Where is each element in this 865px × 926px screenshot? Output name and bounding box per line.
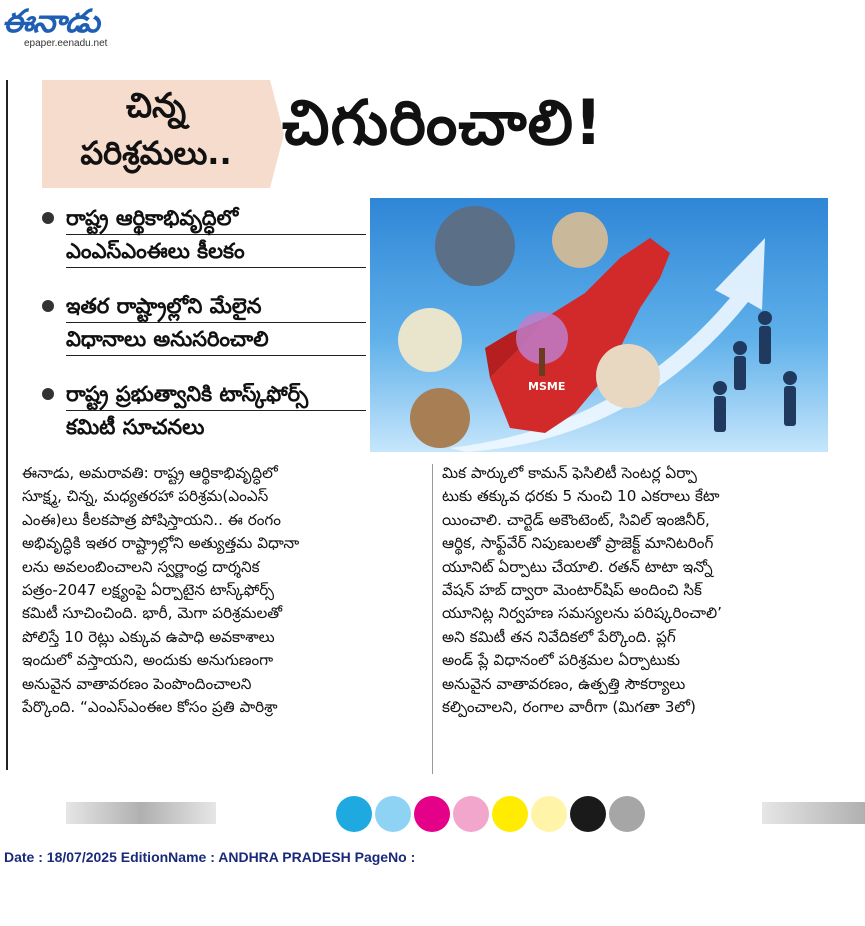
bullet-line: ఇతర రాష్ట్రాల్లోని మేలైన bbox=[66, 290, 366, 323]
climbing-people-icon bbox=[713, 311, 797, 432]
color-swatch bbox=[609, 796, 645, 832]
article-line: యూనిట్ ఏర్పాటు చేయాలి. రతన్ టాటా ఇన్నో bbox=[442, 557, 713, 576]
article-line: ఆర్థిక, సాఫ్ట్‌వేర్ నిపుణులతో ప్రాజెక్ట్ మానిటరింగ్ bbox=[442, 534, 714, 553]
article-line: అనువైన వాతావరణం పెంపొందించాలని bbox=[22, 674, 252, 693]
color-swatch bbox=[453, 796, 489, 832]
color-swatch bbox=[414, 796, 450, 832]
headline-kicker bbox=[42, 80, 270, 188]
bullet-line: కమిటీ సూచనలు bbox=[66, 415, 205, 439]
color-swatch bbox=[531, 796, 567, 832]
grey-registration-bar bbox=[762, 802, 865, 824]
column-divider bbox=[432, 464, 433, 774]
workers-photo-icon bbox=[410, 388, 470, 448]
msme-graphic bbox=[370, 198, 828, 452]
article-line: కమిటీ సూచించింది. భారీ, మెగా పరిశ్రమలతో bbox=[22, 604, 283, 623]
article-line: లను అవలంబించాలని స్వర్ణాంధ్ర దార్శనిక bbox=[22, 557, 260, 576]
article-column-left bbox=[22, 462, 438, 719]
article-line: యించాలి. చార్టెడ్ అకౌంటెంట్, సివిల్ ఇంజినీర్, bbox=[442, 510, 710, 529]
bullet-line: ఎంఎస్ఎంఈలు కీలకం bbox=[66, 235, 366, 268]
livestock-photo-icon bbox=[596, 344, 660, 408]
bullet-dot-icon bbox=[42, 212, 54, 224]
kicker-line-2: పరిశ్రమలు.. bbox=[80, 134, 232, 172]
newspaper-logo: ఈనాడు bbox=[2, 2, 99, 40]
left-rule bbox=[6, 80, 8, 770]
article-line: పోలిస్తే 10 రెట్లు ఎక్కువ ఉపాధి అవకాశాలు bbox=[22, 627, 275, 646]
article-line: ఈనాడు, అమరావతి: రాష్ట్ర ఆర్థికాభివృద్ధిలో bbox=[22, 464, 278, 482]
main-headline: చిగురించాలి! bbox=[282, 86, 604, 159]
article-line: అని కమిటీ తన నివేదికలో పేర్కొంది. ప్లగ్ bbox=[442, 627, 676, 646]
article-line: ఇందులో వస్తాయని, అందుకు అనుగుణంగా bbox=[22, 651, 274, 670]
site-url: epaper.eenadu.net bbox=[24, 38, 108, 49]
article-line: పత్రం-2047 లక్ష్యంపై ఏర్పాటైన టాస్క్‌ఫోర్స్ bbox=[22, 581, 275, 600]
msme-badge: MSME bbox=[528, 380, 566, 393]
color-swatch bbox=[570, 796, 606, 832]
textile-photo-icon bbox=[552, 212, 608, 268]
edition-info: Date : 18/07/2025 EditionName : ANDHRA PRADESH PageNo : bbox=[4, 849, 416, 865]
article-line: అభివృద్ధికి ఇతర రాష్ట్రాల్లోని అత్యుత్తమ విధానా bbox=[22, 534, 300, 553]
article-line: యూనిట్ల నిర్వహణ సమస్యలను పరిష్కరించాలి’ bbox=[442, 604, 722, 623]
color-swatch bbox=[492, 796, 528, 832]
bullet-dot-icon bbox=[42, 300, 54, 312]
article-line: పేర్కొంది. “ఎంఎస్ఎంఈల కోసం ప్రతి పారిశ్రా bbox=[22, 698, 278, 717]
article-line: సూక్ష్మ, చిన్న, మధ్యతరహా పరిశ్రమ(ఎంఎస్ bbox=[22, 487, 269, 506]
article-line: ఎంఈ)లు కీలకపాత్ర పోషిస్తాయని.. ఈ రంగం bbox=[22, 510, 281, 529]
bullet-line: రాష్ట్ర ప్రభుత్వానికి టాస్క్‌ఫోర్స్ bbox=[66, 378, 366, 411]
bullet-dot-icon bbox=[42, 388, 54, 400]
color-swatch bbox=[375, 796, 411, 832]
bullet-line: విధానాలు అనుసరించాలి bbox=[66, 323, 366, 356]
article-line: అండ్ ప్లే విధానంలో పరిశ్రమల ఏర్పాటుకు bbox=[442, 651, 680, 670]
article-line: కల్పించాలని, రంగాల వారీగా (మిగతా 3లో) bbox=[442, 698, 696, 717]
factory-photo-icon bbox=[435, 206, 515, 286]
article-line: మిక పార్కులో కామన్ ఫెసిలిటీ సెంటర్ల ఏర్పా bbox=[442, 464, 697, 482]
article-column-right bbox=[442, 462, 862, 719]
shop-photo-icon bbox=[398, 308, 462, 372]
grey-registration-bar bbox=[66, 802, 216, 824]
article-line: వేషన్ హబ్ ద్వారా మెంటార్‌షిప్ అందించి సిక్ bbox=[442, 581, 702, 600]
bullet-line: రాష్ట్ర ఆర్థికాభివృద్ధిలో bbox=[66, 202, 366, 235]
article-line: టుకు తక్కువ ధరకు 5 నుంచి 10 ఎకరాలు కేటా bbox=[442, 487, 720, 506]
kicker-line-1: చిన్న bbox=[125, 86, 186, 126]
color-swatch bbox=[336, 796, 372, 832]
article-line: అనువైన వాతావరణం, ఉత్పత్తి సౌకర్యాలు bbox=[442, 674, 686, 693]
